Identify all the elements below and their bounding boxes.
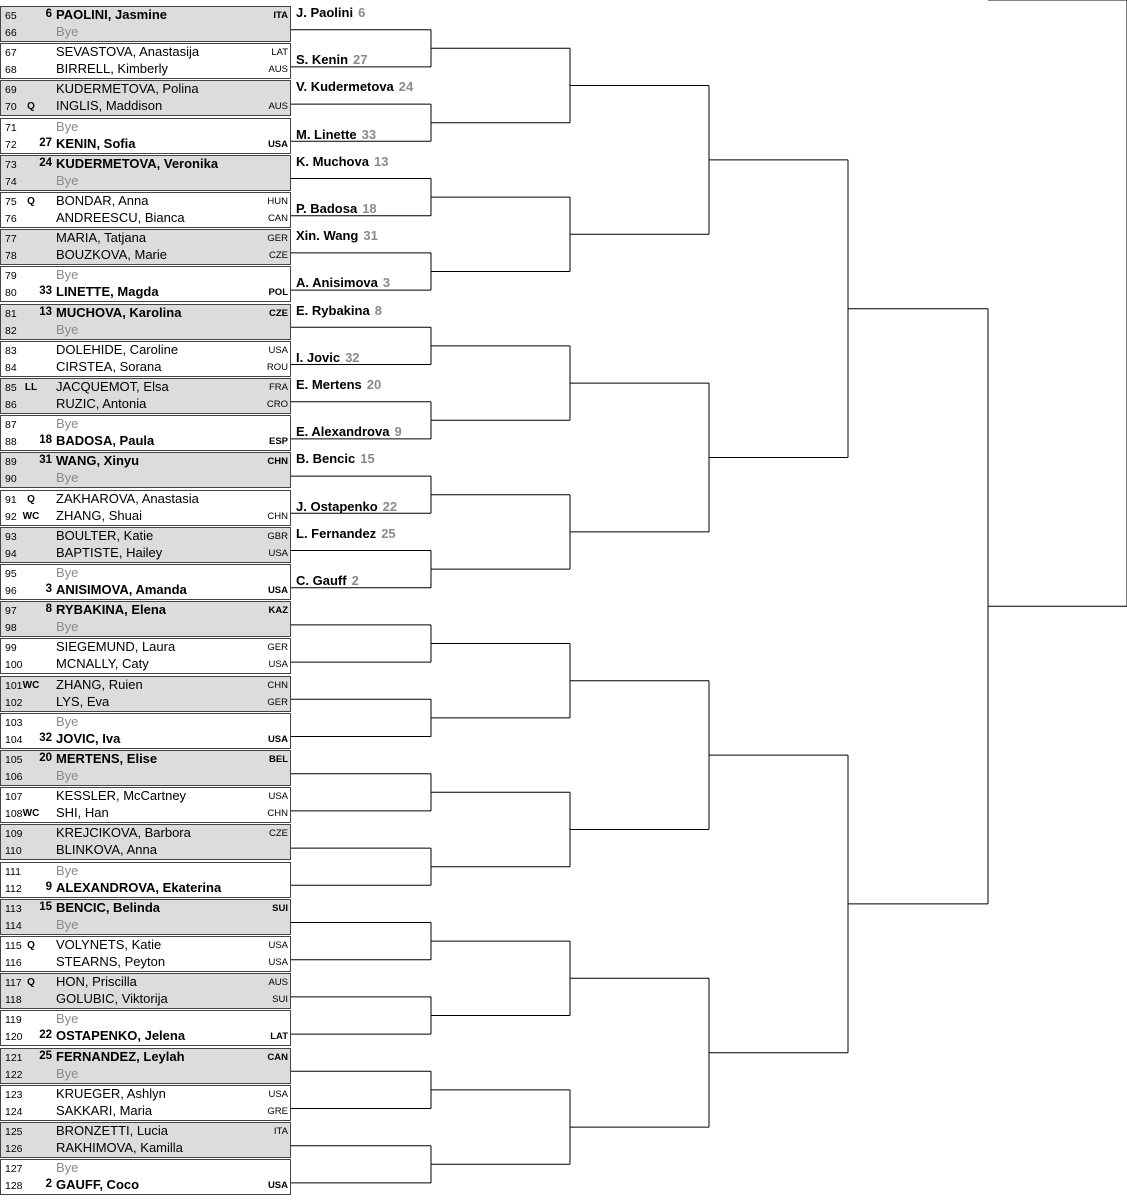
round2-name: E. Mertens	[296, 377, 362, 392]
country-code: USA	[268, 791, 288, 803]
draw-position: 109	[5, 828, 23, 841]
seed-number: 24	[39, 156, 52, 169]
player-name: GOLUBIC, Viktorija	[56, 991, 168, 1007]
player-name: MERTENS, Elise	[56, 751, 158, 766]
player-name: BAPTISTE, Hailey	[56, 544, 163, 560]
round2-name: C. Gauff	[296, 573, 347, 588]
draw-position: 115	[5, 940, 22, 952]
draw-position: 78	[5, 250, 17, 263]
round2-name: A. Anisimova	[296, 275, 378, 291]
player-name: ZHANG, Shuai	[56, 507, 142, 523]
round2-seed: 3	[382, 275, 391, 291]
draw-position: 85	[5, 382, 17, 394]
bye-label: Bye	[56, 267, 79, 283]
draw-position: 76	[5, 213, 17, 225]
player-name: FERNANDEZ, Leylah	[56, 1048, 185, 1064]
draw-position: 114	[5, 919, 22, 932]
round2-seed: 22	[382, 498, 398, 514]
country-code: GER	[267, 696, 288, 708]
country-code: GBR	[267, 530, 288, 542]
draw-position: 99	[5, 642, 17, 655]
draw-position: 105	[5, 754, 23, 766]
player-name: SHI, Han	[56, 805, 109, 821]
bye-label: Bye	[56, 1065, 79, 1081]
draw-position: 84	[5, 361, 17, 374]
draw-position: 121	[5, 1051, 23, 1064]
round2-name: S. Kenin	[296, 52, 349, 68]
country-code: GER	[267, 642, 288, 654]
draw-position: 90	[5, 473, 17, 486]
player-name: STEARNS, Peyton	[56, 954, 166, 969]
bye-label: Bye	[56, 1160, 79, 1176]
player-name: KENIN, Sofia	[56, 135, 136, 151]
player-name: KUDERMETOVA, Veronika	[56, 155, 219, 171]
country-code: CAN	[267, 1051, 288, 1063]
round2-name: E. Alexandrova	[296, 424, 390, 440]
draw-position: 77	[5, 233, 17, 246]
player-name: SIEGEMUND, Laura	[56, 639, 176, 655]
player-name: KRUEGER, Ashlyn	[56, 1085, 166, 1101]
draw-position: 122	[5, 1068, 23, 1081]
player-name: KUDERMETOVA, Polina	[56, 81, 199, 97]
draw-position: 72	[5, 138, 17, 151]
seed-number: 8	[45, 603, 52, 616]
draw-position: 82	[5, 324, 17, 337]
country-code: CHN	[267, 510, 288, 522]
round2-seed: 27	[353, 52, 368, 68]
draw-position: 95	[5, 568, 17, 580]
seed-number: 13	[39, 305, 52, 318]
player-name: RUZIC, Antonia	[56, 396, 147, 411]
player-name: MCNALLY, Caty	[56, 656, 149, 672]
draw-position: 116	[5, 957, 22, 969]
round2-seed: 32	[345, 349, 360, 365]
draw-position: 73	[5, 158, 17, 171]
draw-position: 107	[5, 791, 23, 804]
country-code: ITA	[273, 10, 288, 21]
player-name: MUCHOVA, Karolina	[56, 304, 182, 320]
draw-position: 126	[5, 1143, 23, 1155]
bye-label: Bye	[56, 619, 79, 635]
country-code: CHN	[267, 808, 288, 820]
draw-position: 101	[5, 679, 23, 692]
draw-position: 110	[5, 845, 22, 858]
draw-position: 86	[5, 399, 17, 411]
player-name: VOLYNETS, Katie	[56, 937, 162, 952]
seed-number: 22	[39, 1029, 52, 1042]
round2-seed: 20	[366, 377, 382, 392]
draw-position: 112	[5, 882, 22, 895]
seed-number: 9	[45, 880, 52, 893]
draw-position: 80	[5, 287, 17, 300]
draw-position: 67	[5, 47, 17, 60]
draw-position: 75	[5, 196, 17, 208]
draw-position: 124	[5, 1105, 23, 1118]
draw-position: 108	[5, 808, 23, 821]
country-code: LAT	[270, 1031, 288, 1043]
country-code: POL	[268, 287, 288, 299]
country-code: SUI	[272, 902, 288, 914]
round2-seed: 18	[362, 201, 377, 216]
draw-position: 68	[5, 64, 17, 77]
draw-position: 89	[5, 456, 17, 469]
round2-name: I. Jovic	[296, 349, 341, 365]
country-code: USA	[268, 659, 288, 671]
draw-position: 104	[5, 733, 23, 746]
draw-position: 97	[5, 605, 17, 618]
draw-position: 93	[5, 530, 17, 543]
draw-position: 98	[5, 622, 17, 635]
seed-number: 18	[39, 434, 52, 447]
round2-name: J. Ostapenko	[296, 498, 378, 514]
draw-position: 118	[5, 994, 22, 1007]
draw-position: 125	[5, 1126, 23, 1138]
player-name: BOULTER, Katie	[56, 527, 154, 543]
round2-name: J. Paolini	[296, 5, 354, 20]
entry-tag: LL	[24, 382, 38, 393]
player-name: LINETTE, Magda	[56, 284, 159, 300]
player-name: BADOSA, Paula	[56, 433, 155, 449]
player-name: INGLIS, Maddison	[56, 98, 163, 114]
player-name: ANDREESCU, Bianca	[56, 210, 185, 225]
player-name: WANG, Xinyu	[56, 453, 140, 469]
draw-position: 96	[5, 585, 17, 597]
country-code: CHN	[267, 456, 288, 468]
country-code: AUS	[268, 101, 288, 113]
country-code: CRO	[266, 399, 288, 410]
draw-position: 100	[5, 659, 23, 672]
player-name: BIRRELL, Kimberly	[56, 61, 168, 77]
country-code: USA	[267, 585, 288, 596]
player-name: SEVASTOVA, Anastasija	[56, 44, 200, 60]
round2-seed: 33	[361, 126, 377, 142]
player-name: ZAKHAROVA, Anastasia	[56, 490, 199, 506]
seed-number: 20	[39, 752, 52, 764]
bye-label: Bye	[56, 470, 79, 486]
draw-position: 88	[5, 436, 17, 449]
player-name: SAKKARI, Maria	[56, 1102, 153, 1118]
player-name: ANISIMOVA, Amanda	[56, 582, 187, 597]
seed-number: 32	[39, 731, 52, 744]
country-code: CHN	[267, 679, 288, 691]
player-name: JACQUEMOT, Elsa	[56, 379, 169, 394]
bye-label: Bye	[56, 1011, 79, 1027]
draw-position: 91	[5, 493, 17, 506]
player-name: BONDAR, Anna	[56, 193, 149, 208]
player-name: KESSLER, McCartney	[56, 788, 187, 804]
country-code: ROU	[266, 361, 288, 373]
entry-tag: Q	[27, 101, 35, 113]
round2-name: E. Rybakina	[296, 302, 370, 318]
entry-tag: WC	[22, 679, 40, 691]
country-code: USA	[268, 957, 288, 968]
round2-seed: 6	[358, 5, 366, 20]
player-name: BRONZETTI, Lucia	[56, 1123, 168, 1138]
round2-seed: 13	[373, 153, 389, 169]
country-code: KAZ	[268, 605, 288, 617]
draw-position: 103	[5, 716, 23, 729]
draw-position: 66	[5, 27, 17, 39]
player-name: ZHANG, Ruien	[56, 676, 143, 692]
bye-label: Bye	[56, 118, 79, 134]
seed-number: 33	[39, 285, 52, 298]
draw-position: 65	[5, 10, 17, 22]
draw-position: 87	[5, 419, 17, 432]
country-code: USA	[268, 940, 288, 951]
country-code: FRA	[269, 382, 288, 393]
draw-position: 102	[5, 696, 23, 709]
bye-label: Bye	[56, 768, 79, 783]
player-name: BENCIC, Belinda	[56, 899, 161, 915]
country-code: GER	[267, 233, 288, 245]
player-name: HON, Priscilla	[56, 974, 137, 990]
seed-number: 15	[39, 900, 52, 913]
entry-tag: Q	[27, 977, 35, 989]
draw-position: 113	[5, 902, 22, 915]
bye-label: Bye	[56, 172, 79, 188]
seed-number: 27	[39, 136, 52, 149]
country-code: AUS	[268, 977, 288, 989]
player-name: BLINKOVA, Anna	[56, 842, 157, 858]
seed-number: 3	[45, 583, 52, 595]
draw-position: 119	[5, 1014, 22, 1027]
entry-tag: WC	[22, 808, 40, 820]
draw-position: 81	[5, 307, 17, 320]
entry-tag: Q	[27, 196, 35, 207]
round2-name: Xin. Wang	[296, 228, 359, 244]
player-name: JOVIC, Iva	[56, 730, 121, 746]
country-code: GRE	[267, 1105, 288, 1117]
bye-label: Bye	[56, 916, 79, 932]
round2-seed: 9	[394, 424, 402, 440]
round2-seed: 31	[363, 228, 378, 244]
country-code: USA	[268, 344, 288, 356]
round2-name: V. Kudermetova	[296, 79, 394, 95]
player-name: BOUZKOVA, Marie	[56, 247, 168, 263]
country-code: SUI	[272, 994, 288, 1006]
round2-seed: 24	[398, 79, 414, 95]
country-code: USA	[268, 547, 288, 559]
round2-name: M. Linette	[296, 126, 357, 142]
player-name: ALEXANDROVA, Ekaterina	[56, 879, 222, 895]
draw-position: 123	[5, 1088, 23, 1101]
player-name: GAUFF, Coco	[56, 1177, 140, 1193]
country-code: LAT	[271, 47, 288, 59]
player-name: CIRSTEA, Sorana	[56, 358, 162, 374]
player-name: OSTAPENKO, Jelena	[56, 1028, 186, 1044]
player-name: LYS, Eva	[56, 693, 110, 709]
entry-tag: Q	[27, 940, 35, 951]
country-code: CZE	[269, 250, 288, 262]
country-code: ITA	[273, 1126, 288, 1137]
player-name: MARIA, Tatjana	[56, 230, 147, 246]
round2-name: K. Muchova	[296, 153, 369, 169]
draw-position: 79	[5, 270, 17, 283]
draw-position: 94	[5, 547, 17, 560]
round2-seed: 25	[381, 525, 396, 541]
draw-position: 127	[5, 1163, 23, 1176]
country-code: HUN	[267, 196, 288, 207]
country-code: USA	[267, 733, 288, 745]
round2-name: P. Badosa	[296, 201, 358, 216]
player-name: KREJCIKOVA, Barbora	[56, 825, 191, 841]
draw-position: 120	[5, 1031, 23, 1044]
player-name: DOLEHIDE, Caroline	[56, 341, 179, 357]
entry-tag: WC	[22, 510, 40, 522]
country-code: ESP	[268, 436, 288, 448]
country-code: USA	[267, 1180, 288, 1192]
country-code: AUS	[268, 64, 288, 76]
draw-position: 117	[5, 977, 22, 990]
country-code: CAN	[267, 213, 288, 224]
country-code: USA	[267, 138, 288, 150]
round2-seed: 8	[374, 302, 382, 318]
round2-name: L. Fernandez	[296, 525, 377, 541]
round2-seed: 15	[360, 451, 375, 467]
bye-label: Bye	[56, 862, 79, 878]
country-code: BEL	[269, 754, 288, 765]
draw-position: 71	[5, 121, 17, 134]
country-code: USA	[268, 1088, 288, 1100]
draw-position: 83	[5, 344, 17, 357]
country-code: CZE	[269, 828, 288, 840]
seed-number: 31	[39, 454, 52, 467]
player-name: RAKHIMOVA, Kamilla	[56, 1140, 183, 1155]
draw-position: 74	[5, 175, 17, 188]
round2-name: B. Bencic	[296, 451, 356, 467]
bye-label: Bye	[56, 713, 79, 729]
draw-position: 111	[5, 865, 21, 878]
country-code: CZE	[269, 307, 288, 319]
bye-label: Bye	[56, 416, 79, 432]
bye-label: Bye	[56, 565, 79, 580]
entry-tag: Q	[27, 493, 35, 505]
bye-label: Bye	[56, 321, 79, 337]
round2-seed: 2	[351, 573, 359, 588]
draw-position: 128	[5, 1180, 23, 1193]
draw-position: 92	[5, 510, 17, 523]
player-name: RYBAKINA, Elena	[56, 602, 167, 618]
draw-position: 106	[5, 771, 23, 783]
bye-label: Bye	[56, 24, 79, 39]
seed-number: 2	[45, 1178, 52, 1191]
draw-position: 69	[5, 84, 17, 97]
seed-number: 25	[39, 1049, 52, 1062]
draw-position: 70	[5, 101, 17, 114]
player-name: PAOLINI, Jasmine	[56, 7, 168, 22]
seed-number: 6	[45, 8, 52, 20]
